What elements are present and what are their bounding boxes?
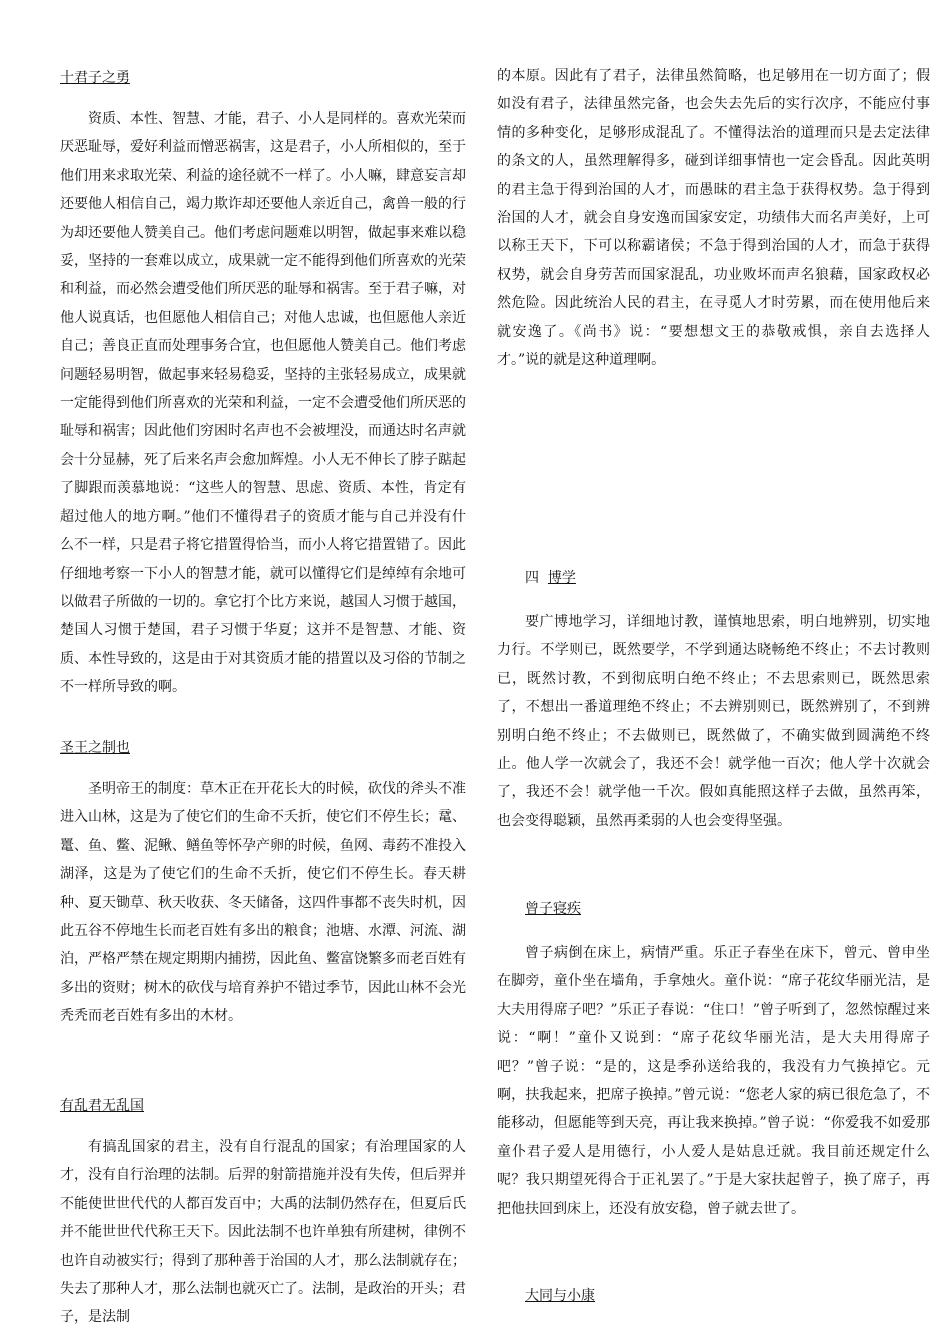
section-title-junzi-zhiyong: 十君子之勇 (60, 70, 130, 86)
section-title-zengzi-qinji: 曾子寝疾 (525, 901, 581, 917)
section-title-boxue (525, 568, 576, 588)
section-body-boxue: 要广博地学习，详细地讨教，谨慎地思索，明白地辨别，切实地力行。不学则已，既然要学，不学到通达晓畅绝不终止；不去讨教则已，既然讨教，不到彻底明白绝不终止；不去思索则已，既然思索了，不想出一番道理绝不终止；不去辨别则已，既然辨别了，不到辨别明白绝不终止；不去做则已，既然做了，不确实做到圆满绝不终止。他人学一次就会了，我还不会！就学他一百次；他人学十次就会了，我还不会！就学他一千次。假如真能照这样子去做，虽然再笨，也会变得聪颖，虽然再柔弱的人也会变得坚强。 (497, 614, 930, 829)
section-title-text: 博学 (547, 570, 576, 586)
section-title-youluanjun: 有乱君无乱国 (60, 1098, 144, 1114)
section-number: 四 (525, 570, 539, 586)
section-body-shengwang-zhizhi: 圣明帝王的制度：草木正在开花长大的时候，砍伐的斧头不准进入山林，这是为了使它们的生命不夭折，使它们不停生长；鼋、鼍、鱼、鳖、泥鳅、鳝鱼等怀孕产卵的时候，鱼网、毒药不准投入湖泽，这是为了使它们的生命不夭折，使它们不停生长。春天耕种、夏天锄草、秋天收获、冬天储备，这四件事都不丧失时机，因此五谷不停地生长而老百姓有多出的粮食；池塘、水潭、河流、湖泊，严格严禁在规定期期内捕捞，因此鱼、鳖富饶繁多而老百姓有多出的资财；树木的砍伐与培育养护不错过季节，因此山林不会光秃秃而老百姓有多出的木材。 (60, 781, 466, 1025)
section-title-datong: 大同与小康 (525, 1288, 595, 1304)
section-body-zengzi-qinji: 曾子病倒在床上，病情严重。乐正子春坐在床下，曾元、曾申坐在脚旁，童仆坐在墙角，手拿烛火。童仆说：“席子花纹华丽光洁，是大夫用得席子吧？”乐正子春说：“住口！”曾子听到了，忽然惊醒过来说：“啊！”童仆又说到：“席子花纹华丽光洁，是大夫用得席子吧？”曾子说：“是的，这是季孙送给我的，我没有力气换掉它。元啊，扶我起来，把席子换掉。”曾元说：“您老人家的病已很危急了，不能移动，但愿能等到天亮，再让我来换掉。”曾子说：“你爱我不如爱那童仆君子爱人是用德行，小人爱人是姑息迁就。我目前还规定什么呢？我只期望死得合于正礼罢了。”于是大家扶起曾子，换了席子，再把他扶回到床上，还没有放安稳，曾子就去世了。 (497, 945, 930, 1217)
continuation-paragraph: 的本原。因此有了君子，法律虽然简略，也足够用在一切方面了；假如没有君子，法律虽然完备，也会失去先后的实行次序，不能应付事情的多种变化，足够形成混乱了。不懂得法治的道理而只是去定法律的条文的人，虽然理解得多，碰到详细事情也一定会昏乱。因此英明的君主急于得到治国的人才，而愚昧的君主急于获得权势。急于得到治国的人才，就会自身安逸而国家安定，功绩伟大而名声美好，上可以称王天下，下可以称霸诸侯；不急于得到治国的人才，而急于获得权势，就会自身劳苦而国家混乱，功业败坏而声名狼藉，国家政权必然危险。因此统治人民的君主，在寻觅人才时劳累，而在使用他后来就安逸了。《尚书》说：“要想想文王的恭敬戒惧，亲自去选择人才。”说的就是这种道理啊。 (497, 68, 930, 369)
section-body-youluanjun: 有搞乱国家的君主，没有自行混乱的国家；有治理国家的人才，没有自行治理的法制。后羿的射箭措施并没有失传，但后羿并不能使世世代代的人都百发百中；大禹的法制仍然存在，但夏后氏并不能世世代代称王天下。因此法制不也许单独有所建树，律例不也许自动被实行；得到了那种善于治国的人才，那么法制就存在；失去了那种人才，那么法制也就灭亡了。法制，是政治的开头；君子，是法制 (60, 1139, 466, 1326)
section-title-shengwang-zhizhi: 圣王之制也 (60, 740, 130, 756)
section-body-junzi-zhiyong: 资质、本性、智慧、才能，君子、小人是同样的。喜欢光荣而厌恶耻辱，爱好利益而憎恶祸害，这是君子，小人所相似的，至于他们用来求取光荣、利益的途径就不一样了。小人嘛，肆意妄言却还要他人相信自己，竭力欺诈却还要他人亲近自己，禽兽一般的行为却还要他人赞美自己。他们考虑问题难以明智，做起事来难以稳妥，坚持的一套难以成立，成果就一定不能得到他们所喜欢的光荣和利益，而必然会遭受他们所厌恶的耻辱和祸害。至于君子嘛，对他人说真话，也但愿他人相信自己；对他人忠诚，也但愿他人亲近自己；善良正直而处理事务合宜，也但愿他人赞美自己。他们考虑问题轻易明智，做起事来轻易稳妥，坚持的主张轻易成立，成果就一定能得到他们所喜欢的光荣和利益，一定不会遭受他们所厌恶的耻辱和祸害；因此他们穷困时名声也不会被埋没，而通达时名声就会十分显赫，死了后来名声会愈加辉煌。小人无不伸长了脖子踮起了脚跟而羡慕地说：“这些人的智慧、思虑、资质、本性，肯定有超过他人的地方啊。”他们不懂得君子的资质才能与自己并没有什么不一样，只是君子将它措置得恰当，而小人将它措置错了。因此仔细地考察一下小人的智慧才能，就可以懂得它们是绰绰有余地可以做君子所做的一切的。拿它打个比方来说，越国人习惯于越国，楚国人习惯于楚国，君子习惯于华夏；这并不是智慧、才能、资质、本性导致的，这是由于对其资质才能的措置以及习俗的节制之不一样所导致的啊。 (60, 111, 466, 696)
